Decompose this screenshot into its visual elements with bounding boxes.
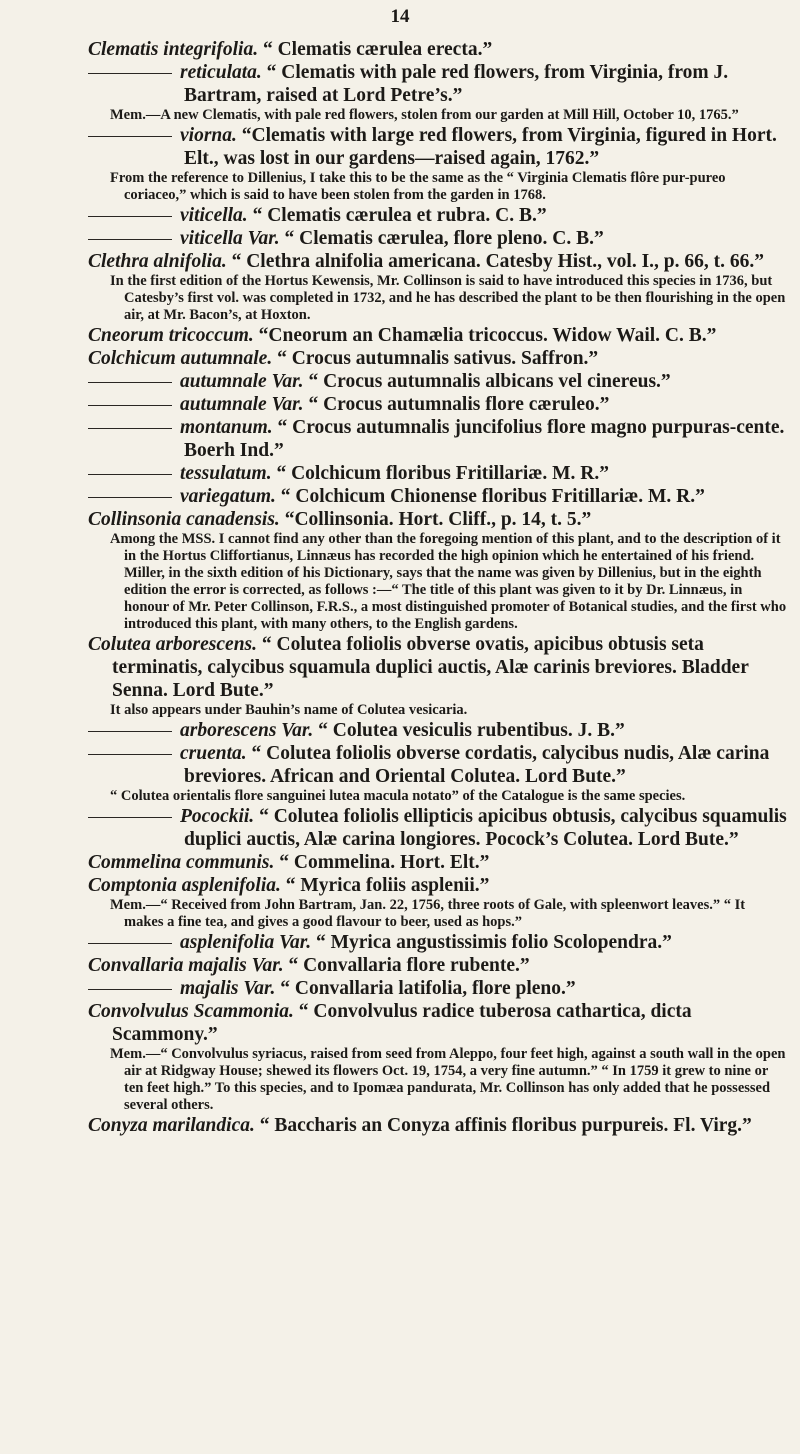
variety-entry: [88, 370, 788, 393]
variety-description: “ Convallaria latifolia, flore pleno.”: [280, 978, 576, 999]
variety-name: asplenifolia Var.: [180, 932, 312, 953]
variety-name: arborescens Var.: [180, 720, 314, 741]
ditto-rule: [88, 754, 172, 755]
variety-name: autumnale Var.: [180, 371, 304, 392]
variety-description: “ Clematis cærulea, flore pleno. C. B.”: [284, 228, 604, 249]
species-entry: [88, 633, 788, 702]
variety-description: “ Colutea foliolis ellipticis apicibus obtusis, calycibus squamulis duplici auctis, Alæ carina longiores. Pocock’s Colutea. Lord Bute.”: [184, 806, 787, 850]
variety-entry: [88, 931, 788, 954]
ditto-rule: [88, 382, 172, 383]
variety-entry: [88, 393, 788, 416]
species-description: “Cneorum an Chamælia tricoccus. Widow Wail. C. B.”: [258, 325, 717, 346]
editorial-note: Mem.—A new Clematis, with pale red flowers, stolen from our garden at Mill Hill, October 10, 1765.”: [110, 107, 739, 123]
variety-description: “ Colutea foliolis obverse cordatis, calycibus nudis, Alæ carina breviores. African and Oriental Colutea. Lord Bute.”: [184, 743, 770, 787]
species-entry: [88, 954, 788, 977]
variety-entry: [88, 485, 788, 508]
species-entry: [88, 324, 788, 347]
ditto-rule: [88, 136, 172, 137]
variety-entry: [88, 416, 788, 462]
variety-entry: [88, 227, 788, 250]
species-description: “ Convallaria flore rubente.”: [288, 955, 530, 976]
species-name: Conyza marilandica.: [88, 1115, 255, 1136]
variety-description: “ Clematis with pale red flowers, from Virginia, from J. Bartram, raised at Lord Petre’s.”: [184, 62, 729, 106]
ditto-rule: [88, 216, 172, 217]
ditto-rule: [88, 239, 172, 240]
ditto-rule: [88, 405, 172, 406]
species-name: Colutea arborescens.: [88, 634, 258, 655]
species-description: “ Clematis cærulea erecta.”: [262, 39, 493, 60]
editorial-note: “ Colutea orientalis flore sanguinei lutea macula notato” of the Catalogue is the same species.: [110, 788, 686, 804]
ditto-rule: [88, 989, 172, 990]
variety-name: montanum.: [180, 417, 273, 438]
species-entry: [88, 250, 788, 273]
variety-description: “ Crocus autumnalis juncifolius flore magno purpuras-cente. Boerh Ind.”: [184, 417, 785, 461]
ditto-rule: [88, 497, 172, 498]
species-name: Commelina communis.: [88, 852, 275, 873]
species-name: Convolvulus Scammonia.: [88, 1001, 294, 1022]
species-description: “ Myrica foliis asplenii.”: [285, 875, 490, 896]
variety-entry: [88, 742, 788, 788]
species-name: Colchicum autumnale.: [88, 348, 273, 369]
species-description: “ Baccharis an Conyza affinis floribus purpureis. Fl. Virg.”: [259, 1115, 752, 1136]
species-entry: [88, 38, 788, 61]
variety-description: “ Crocus autumnalis albicans vel cinereus.”: [308, 371, 671, 392]
species-entry: [88, 851, 788, 874]
editorial-note: In the first edition of the Hortus Kewensis, Mr. Collinson is said to have introduced this species in 1736, but Catesby’s first vol. was completed in 1732, and he has described the plant to be then flourishing in the open air, at Mr. Bacon’s, at Hoxton.: [110, 273, 786, 323]
ditto-rule: [88, 474, 172, 475]
variety-entry: [88, 977, 788, 1000]
variety-name: viticella Var.: [180, 228, 280, 249]
editorial-note: It also appears under Bauhin’s name of Colutea vesicaria.: [110, 702, 468, 718]
variety-description: “ Myrica angustissimis folio Scolopendra.”: [316, 932, 672, 953]
variety-name: Pocockii.: [180, 806, 255, 827]
page-number: 14: [390, 6, 410, 27]
species-description: “ Convolvulus radice tuberosa cathartica, dicta Scammony.”: [112, 1001, 692, 1045]
variety-description: “Clematis with large red flowers, from Virginia, figured in Hort. Elt., was lost in our gardens—raised again, 1762.”: [184, 125, 777, 169]
variety-description: “ Crocus autumnalis flore cæruleo.”: [308, 394, 610, 415]
variety-name: majalis Var.: [180, 978, 276, 999]
variety-entry: [88, 462, 788, 485]
variety-name: viticella.: [180, 205, 248, 226]
variety-entry: [88, 805, 788, 851]
page-text: [88, 38, 788, 1137]
species-description: “ Crocus autumnalis sativus. Saffron.”: [277, 348, 599, 369]
variety-name: autumnale Var.: [180, 394, 304, 415]
species-name: Convallaria majalis Var.: [88, 955, 284, 976]
ditto-rule: [88, 731, 172, 732]
species-description: “ Colutea foliolis obverse ovatis, apicibus obtusis seta terminatis, calycibus squamula duplici auctis, Alæ carinis breviores. Bladder Senna. Lord Bute.”: [112, 634, 749, 701]
species-entry: [88, 347, 788, 370]
ditto-rule: [88, 817, 172, 818]
editorial-note: From the reference to Dillenius, I take this to be the same as the “ Virginia Clematis flôre pur-pureo coriaceo,” which is said to have been stolen from the garden in 1768.: [110, 170, 726, 203]
editorial-note: Mem.—“ Convolvulus syriacus, raised from seed from Aleppo, four feet high, against a south wall in the open air at Ridgway House; shewed its flowers Oct. 19, 1754, a very fine autumn.” “ In 1759 it grew to nine or ten feet high.” To this species, and to Ipomæa pandurata, Mr. Collinson has only added that he possessed several others.: [110, 1046, 786, 1113]
editorial-note: Mem.—“ Received from John Bartram, Jan. 22, 1756, three roots of Gale, with spleenwort leaves.” “ It makes a fine tea, and gives a good flavour to beer, used as hops.”: [110, 897, 746, 930]
species-entry: [88, 1114, 788, 1137]
species-name: Clethra alnifolia.: [88, 251, 227, 272]
variety-entry: [88, 204, 788, 227]
variety-name: viorna.: [180, 125, 237, 146]
variety-name: cruenta.: [180, 743, 247, 764]
ditto-rule: [88, 73, 172, 74]
editorial-note: Among the MSS. I cannot find any other than the foregoing mention of this plant, and to the description of it in the Hortus Cliffortianus, Linnæus has recorded the high opinion which he entertained of his friend. Miller, in the sixth edition of his Dictionary, says that the name was given by Dillenius, but in the eighth edition the error is corrected, as follows :—“ The title of this plant was given to it by Dr. Linnæus, in honour of Mr. Peter Collinson, F.R.S., a most distinguished promoter of Botanical studies, and the first who introduced this plant, with many others, to the English gardens.: [110, 531, 787, 632]
species-entry: [88, 1000, 788, 1046]
ditto-rule: [88, 943, 172, 944]
variety-name: reticulata.: [180, 62, 262, 83]
species-description: “ Clethra alnifolia americana. Catesby Hist., vol. I., p. 66, t. 66.”: [231, 251, 765, 272]
species-name: Collinsonia canadensis.: [88, 509, 280, 530]
variety-entry: [88, 124, 788, 170]
species-description: “Collinsonia. Hort. Cliff., p. 14, t. 5.”: [284, 509, 592, 530]
species-name: Comptonia asplenifolia.: [88, 875, 281, 896]
variety-entry: [88, 61, 788, 107]
variety-name: variegatum.: [180, 486, 276, 507]
ditto-rule: [88, 428, 172, 429]
species-entry: [88, 508, 788, 531]
variety-description: “ Clematis cærulea et rubra. C. B.”: [252, 205, 547, 226]
species-name: Cneorum tricoccum.: [88, 325, 254, 346]
variety-description: “ Colchicum Chionense floribus Fritillariæ. M. R.”: [280, 486, 705, 507]
variety-entry: [88, 719, 788, 742]
variety-name: tessulatum.: [180, 463, 272, 484]
species-name: Clematis integrifolia.: [88, 39, 259, 60]
species-description: “ Commelina. Hort. Elt.”: [279, 852, 490, 873]
variety-description: “ Colutea vesiculis rubentibus. J. B.”: [318, 720, 625, 741]
variety-description: “ Colchicum floribus Fritillariæ. M. R.”: [276, 463, 610, 484]
species-entry: [88, 874, 788, 897]
